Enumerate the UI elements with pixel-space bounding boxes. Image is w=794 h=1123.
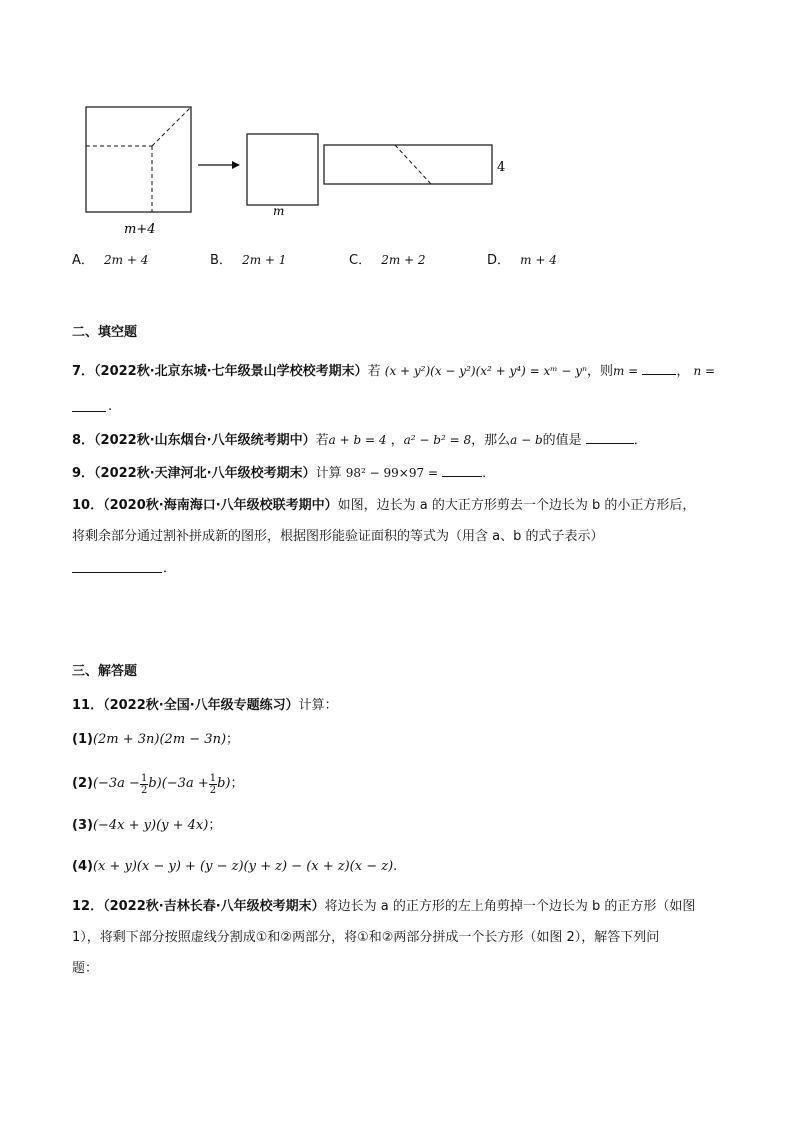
- question-8: 8．（2022秋·山东烟台·八年级统考期中）若a + b = 4 ，a² − b² = 8，那么a − b的值是 ．: [72, 430, 647, 450]
- q11-lead: 计算：: [298, 698, 338, 713]
- q8-e2: a² − b² = 8: [403, 433, 472, 447]
- q7-expr: (x + y²)(x − y²)(x² + y⁴) = xᵐ − yⁿ: [384, 364, 587, 378]
- dashed-line-diagonal: [152, 107, 191, 146]
- part-expr: (−4x + y)(y + 4x): [92, 818, 209, 833]
- part-expr-a: (−3a −: [92, 776, 140, 791]
- section-title-fill-blank: 二、填空题: [72, 325, 138, 340]
- option-letter: A．: [72, 253, 94, 268]
- fraction-one-half: $\frac{1}{2}$: [140, 772, 148, 796]
- label-m-plus-4: m+4: [124, 222, 156, 237]
- question-source: （2022秋·天津河北·八年级校考期末）: [94, 466, 316, 481]
- question-7: [72, 361, 715, 381]
- option-letter: D．: [487, 253, 511, 268]
- q11-part-3: [72, 817, 221, 835]
- semicolon: ；: [226, 732, 240, 747]
- q11-part-4: [72, 858, 397, 876]
- q8-e3: a − b: [510, 433, 543, 447]
- answer-blank-9[interactable]: [442, 463, 482, 477]
- big-square: [86, 107, 191, 212]
- q9-lead: 计算: [315, 466, 342, 481]
- question-9: 9．（2022秋·天津河北·八年级校考期末）计算 98² − 99×97 = ．: [72, 463, 495, 483]
- answer-blank-8[interactable]: [586, 430, 634, 444]
- option-d[interactable]: [487, 251, 557, 270]
- option-a[interactable]: [72, 251, 148, 270]
- option-letter: B．: [210, 253, 232, 268]
- semicolon: ；: [230, 776, 244, 791]
- period: .: [393, 859, 398, 874]
- question-11: [72, 697, 338, 715]
- q12-line1: 将边长为 a 的正方形的左上角剪掉一个边长为 b 的正方形（如图: [324, 899, 696, 914]
- question-10: [72, 497, 695, 515]
- rect-dashed-diagonal: [395, 145, 431, 184]
- q10-period: ．: [163, 561, 177, 576]
- option-b[interactable]: [210, 251, 286, 270]
- semicolon: ；: [208, 818, 222, 833]
- q8-lead: 若: [315, 433, 329, 448]
- option-expr: 2m + 4: [104, 253, 149, 267]
- part-label: (2): [72, 776, 93, 791]
- q8-mid: ，那么: [471, 433, 511, 448]
- arrow-head-icon: [232, 161, 240, 169]
- part-expr-c: b): [217, 776, 231, 791]
- question-source: （2022秋·北京东城·七年级景山学校校考期末）: [94, 364, 368, 379]
- q8-sep: ，: [390, 433, 404, 448]
- part-label: (4): [72, 859, 93, 874]
- q8-e1: a + b = 4: [328, 433, 387, 447]
- option-letter: C．: [349, 253, 372, 268]
- part-expr: (2m + 3n)(2m − 3n): [92, 732, 227, 747]
- option-c[interactable]: [349, 251, 426, 270]
- long-rectangle: [324, 145, 492, 184]
- option-expr: 2m + 2: [381, 253, 426, 267]
- answer-blank-m[interactable]: [642, 361, 676, 375]
- q7-m: m =: [612, 364, 639, 378]
- q12-line3: 题：: [72, 961, 99, 976]
- part-expr: (x + y)(x − y) + (y − z)(y + z) − (x + z)(x − z): [92, 859, 394, 874]
- q11-part-1: [72, 731, 239, 749]
- q11-part-2: [72, 766, 244, 802]
- question-number: 10．: [72, 498, 104, 513]
- option-expr: 2m + 1: [242, 253, 287, 267]
- part-label: (1): [72, 732, 93, 747]
- question-number: 7．: [72, 364, 95, 379]
- q7-n: n =: [693, 364, 716, 378]
- question-number: 8．: [72, 433, 95, 448]
- option-expr: m + 4: [520, 253, 557, 267]
- q9-expr: 98² − 99×97 =: [345, 466, 438, 480]
- q12-line2: 1），将剩下部分按照虚线分割成①和②两部分，将①和②两部分拼成一个长方形（如图 2），解答下列问: [72, 930, 660, 945]
- q7-then: ，则: [586, 364, 613, 379]
- q8-tail: 的值是: [542, 433, 582, 448]
- q10-line1: 如图，边长为 a 的大正方形剪去一个边长为 b 的小正方形后，: [337, 498, 696, 513]
- figure-diagram: [80, 100, 520, 245]
- question-number: 12．: [72, 899, 104, 914]
- question-source: （2022秋·山东烟台·八年级统考期中）: [94, 433, 316, 448]
- middle-square: [247, 134, 318, 205]
- q7-lead: 若: [367, 364, 381, 379]
- q7-period: .: [108, 399, 113, 414]
- label-m: m: [273, 204, 285, 218]
- part-label: (3): [72, 818, 93, 833]
- answer-blank-n[interactable]: [72, 397, 106, 412]
- question-number: 9．: [72, 466, 95, 481]
- q7-comma: ，: [676, 364, 690, 379]
- section-title-solve: 三、解答题: [72, 664, 138, 679]
- question-source: （2022秋·全国·八年级专题练习）: [103, 698, 299, 713]
- answer-blank-10[interactable]: [72, 558, 162, 573]
- question-12: [72, 898, 695, 916]
- label-4: 4: [497, 160, 506, 175]
- question-source: （2020秋·海南海口·八年级校联考期中）: [103, 498, 338, 513]
- fraction-one-half: $\frac{1}{2}$: [209, 772, 217, 796]
- part-expr-b: b)(−3a +: [148, 776, 209, 791]
- question-number: 11．: [72, 698, 104, 713]
- q10-line2: 将剩余部分通过割补拼成新的图形，根据图形能验证面积的等式为（用含 a、b 的式子表示）: [72, 529, 604, 544]
- question-source: （2022秋·吉林长春·八年级校考期末）: [103, 899, 325, 914]
